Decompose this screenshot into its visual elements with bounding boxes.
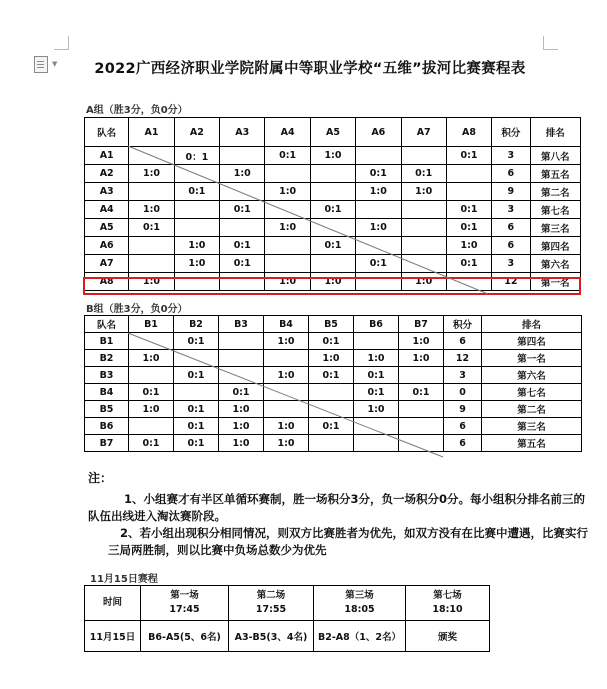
score-cell: 第四名 [482,333,582,350]
team-name-cell: A1 [85,147,129,165]
score-cell: 6 [492,165,530,183]
score-cell: 0:1 [309,418,354,435]
score-cell: 1:0 [264,418,309,435]
schedule-header-cell [314,586,406,621]
score-cell: 9 [444,401,482,418]
group-b-header-cell: B7 [399,316,444,333]
score-cell: 1:0 [310,273,355,291]
score-cell: 第二名 [530,183,580,201]
score-cell: 1:0 [129,350,174,367]
score-cell: 1:0 [399,350,444,367]
score-cell: 0：1 [174,147,219,165]
score-cell: 1:0 [264,435,309,452]
score-cell: 0:1 [129,219,174,237]
score-cell: 0:1 [446,255,491,273]
group-b-header-cell: B2 [174,316,219,333]
table-row [85,621,490,652]
score-cell: 1:0 [356,219,401,237]
team-name-cell: B3 [85,367,129,384]
score-cell: 1:0 [356,183,401,201]
group-a-caption: A组（胜3分，负0分） [86,105,188,116]
score-cell: 1:0 [354,350,399,367]
score-cell: 0:1 [446,147,491,165]
score-cell: 0:1 [220,255,265,273]
dropdown-arrow-icon[interactable]: ▼ [52,60,58,68]
score-cell: 1:0 [264,367,309,384]
group-b-header-cell: 队名 [85,316,129,333]
score-cell: 0:1 [310,201,355,219]
score-cell: 第六名 [530,255,580,273]
schedule-header-cell [229,586,314,621]
score-cell: 第六名 [482,367,582,384]
team-name-cell: A8 [85,273,129,291]
match-name: 第二场 [256,590,286,601]
score-cell: 1:0 [174,255,219,273]
schedule-match-cell: B6-A5(5、6名) [141,621,229,652]
group-b-header-cell: B6 [354,316,399,333]
score-cell: 0:1 [310,237,355,255]
score-cell: 6 [492,219,530,237]
match-time: 18:10 [432,604,463,615]
score-cell: 1:0 [219,435,264,452]
team-name-cell: A3 [85,183,129,201]
team-name-cell: A6 [85,237,129,255]
match-name: 第三场 [345,590,374,601]
score-cell: 第一名 [530,273,580,291]
score-cell: 0:1 [309,367,354,384]
team-name-cell: A2 [85,165,129,183]
team-name-cell: A7 [85,255,129,273]
team-name-cell: B4 [85,384,129,401]
group-b-header-cell: B3 [219,316,264,333]
group-a-header-cell: 积分 [492,118,530,147]
group-a-header-cell: A2 [174,118,219,147]
match-time: 18:05 [344,604,375,615]
score-cell: 1:0 [129,401,174,418]
group-a-header-cell: 队名 [85,118,129,147]
group-a-header-cell: A1 [129,118,174,147]
schedule-match-cell: 颁奖 [406,621,490,652]
score-cell: 12 [444,350,482,367]
score-cell: 0:1 [354,367,399,384]
score-cell: 0:1 [174,401,219,418]
match-name: 第七场 [433,590,462,601]
team-name-cell: B2 [85,350,129,367]
note-item: 2、若小组出现积分相同情况，则双方比赛胜者为优先，如双方没有在比赛中遭遇，比赛实行三局两胜制，则以比赛中负场总数少为优先 [108,526,588,557]
schedule-header-cell [85,586,141,621]
group-b-header-cell: 积分 [444,316,482,333]
score-cell: 6 [444,435,482,452]
score-cell: 1:0 [219,401,264,418]
score-cell: 0:1 [174,435,219,452]
score-cell: 1:0 [446,237,491,255]
score-cell: 0:1 [129,384,174,401]
score-cell: 0:1 [219,384,264,401]
group-b-caption: B组（胜3分，负0分） [86,304,188,315]
score-cell: 1:0 [354,401,399,418]
score-cell: 第一名 [482,350,582,367]
score-cell: 1:0 [129,165,174,183]
score-cell: 1:0 [401,273,446,291]
group-b-header-cell: B4 [264,316,309,333]
group-a-header-cell: A6 [356,118,401,147]
score-cell: 0:1 [174,367,219,384]
score-cell: 0:1 [174,333,219,350]
score-cell: 3 [492,147,530,165]
note-item: 1、小组赛才有半区单循环赛制，胜一场积分3分，负一场积分0分。每小组积分排名前三的队伍出线进入淘汰赛阶段。 [88,492,586,523]
score-cell: 3 [444,367,482,384]
score-cell: 1:0 [174,237,219,255]
team-name-cell: B6 [85,418,129,435]
group-a-header-cell: A4 [265,118,310,147]
match-name: 第一场 [170,590,199,601]
score-cell: 9 [492,183,530,201]
group-b-header-cell: 排名 [482,316,582,333]
score-cell: 第七名 [530,201,580,219]
score-cell: 第五名 [482,435,582,452]
score-cell: 第四名 [530,237,580,255]
score-cell: 0:1 [174,418,219,435]
schedule-header-row [85,586,490,621]
team-name-cell: B7 [85,435,129,452]
score-cell: 0:1 [446,219,491,237]
score-cell: 第二名 [482,401,582,418]
schedule-match-cell: A3-B5(3、4名) [229,621,314,652]
score-cell: 第三名 [482,418,582,435]
team-name-cell: A4 [85,201,129,219]
score-cell: 0:1 [446,201,491,219]
schedule-date-cell: 11月15日 [85,621,141,652]
score-cell: 0:1 [309,333,354,350]
score-cell: 3 [492,201,530,219]
team-name-cell: B5 [85,401,129,418]
score-cell: 1:0 [220,165,265,183]
team-name-cell: A5 [85,219,129,237]
score-cell: 0:1 [399,384,444,401]
score-cell: 0:1 [174,183,219,201]
schedule-caption: 11月15日赛程 [90,574,158,585]
score-cell: 1:0 [129,273,174,291]
score-cell: 第三名 [530,219,580,237]
score-cell: 1:0 [309,350,354,367]
score-cell: 1:0 [399,333,444,350]
score-cell: 1:0 [219,418,264,435]
score-cell: 1:0 [401,183,446,201]
match-name: 时间 [102,597,122,608]
score-cell: 6 [444,333,482,350]
schedule-header-cell [141,586,229,621]
score-cell: 0:1 [220,237,265,255]
score-cell: 1:0 [310,147,355,165]
match-time: 17:45 [169,604,200,615]
score-cell: 第七名 [482,384,582,401]
score-cell: 1:0 [265,219,310,237]
group-a-header-cell: A8 [446,118,491,147]
score-cell: 1:0 [265,183,310,201]
notes-heading: 注： [88,471,113,485]
score-cell: 3 [492,255,530,273]
score-cell: 0:1 [401,165,446,183]
group-a-header-cell: A7 [401,118,446,147]
score-cell: 0:1 [356,255,401,273]
score-cell: 1:0 [265,273,310,291]
score-cell: 6 [492,237,530,255]
score-cell: 0:1 [129,435,174,452]
score-cell: 0:1 [220,201,265,219]
score-cell: 1:0 [129,201,174,219]
score-cell: 第八名 [530,147,580,165]
score-cell: 0 [444,384,482,401]
schedule-header-cell [406,586,490,621]
score-cell: 12 [492,273,530,291]
notes-section [88,470,588,559]
score-cell: 0:1 [354,384,399,401]
group-a-header-cell: A5 [310,118,355,147]
match-time: 17:55 [255,604,287,615]
score-cell: 1:0 [264,333,309,350]
score-cell: 6 [444,418,482,435]
score-cell: 0:1 [356,165,401,183]
group-a-header-cell: 排名 [530,118,580,147]
score-cell: 第五名 [530,165,580,183]
team-name-cell: B1 [85,333,129,350]
schedule-match-cell: B2-A8（1、2名） [314,621,406,652]
page-title: 2022广西经济职业学院附属中等职业学校“五维”拔河比赛赛程表 [94,61,526,77]
group-b-header-cell: B5 [309,316,354,333]
schedule-table [84,585,490,652]
group-b-header-cell: B1 [129,316,174,333]
score-cell: 0:1 [265,147,310,165]
group-a-header-cell: A3 [220,118,265,147]
